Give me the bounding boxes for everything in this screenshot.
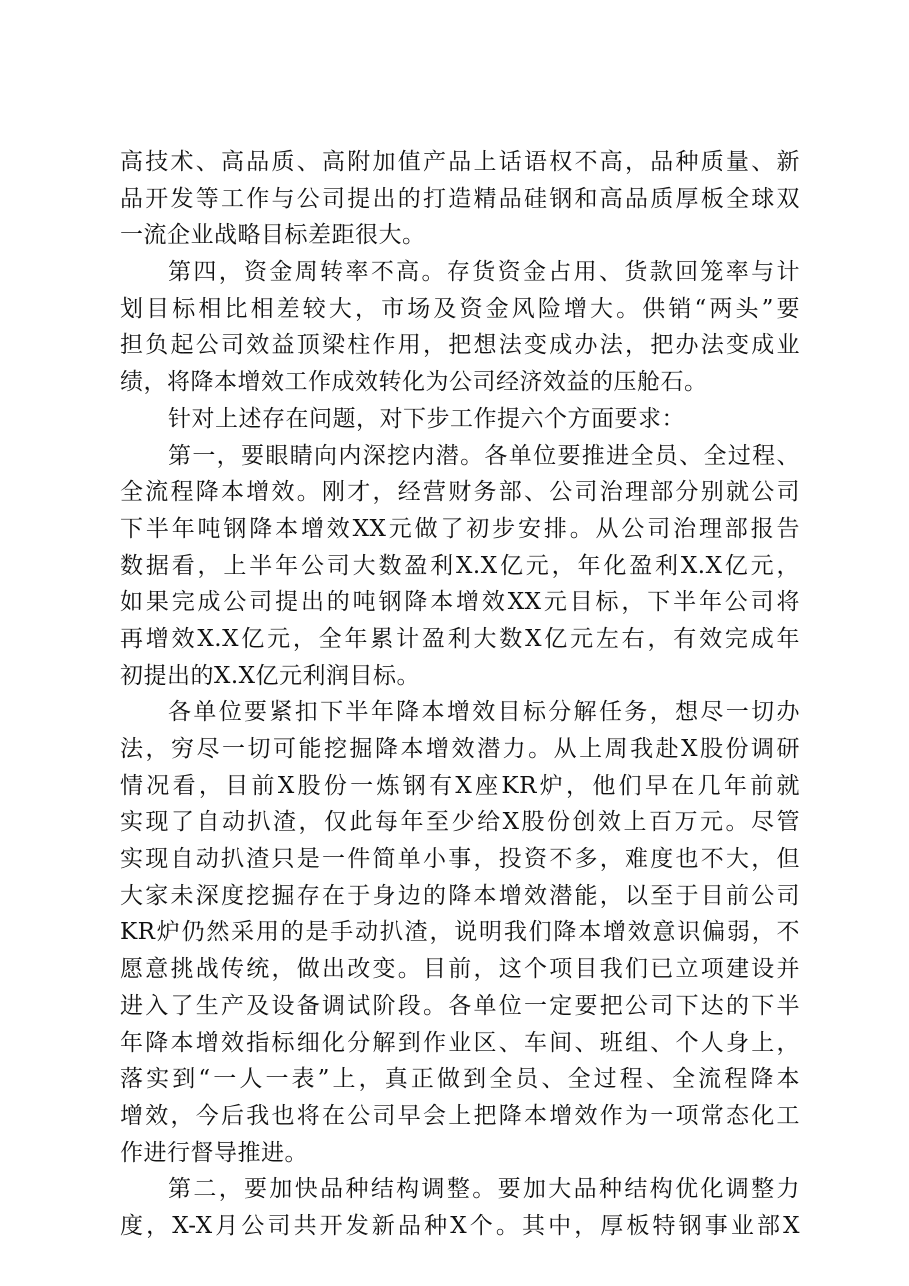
text-line: 作进行督导推进。 [120,1139,308,1166]
text-line: 绩，将降本增效工作成效转化为公司经济效益的压舱石。 [120,369,708,396]
text-line: KR炉仍然采用的是手动扒渣，说明我们降本增效意识偏弱，不 [120,919,800,946]
text-line: 划目标相比相差较大，市场及资金风险增大。供销“两头”要 [120,295,800,322]
text-line: 愿意挑战传统，做出改变。目前，这个项目我们已立项建设并 [120,956,800,983]
text-line: 各单位要紧扣下半年降本增效目标分解任务，想尽一切办 [168,699,800,726]
body-text [120,144,800,1245]
text-line: 实现自动扒渣只是一件简单小事，投资不多，难度也不大，但 [120,846,800,873]
text-line: 如果完成公司提出的吨钢降本增效XX元目标，下半年公司将 [120,589,800,616]
text-line: 针对上述存在问题，对下步工作提六个方面要求： [168,405,685,432]
text-line: 再增效X.X亿元，全年累计盈利大数X亿元左右，有效完成年 [120,625,800,652]
text-line: 全流程降本增效。刚才，经营财务部、公司治理部分别就公司 [120,479,800,506]
text-line: 实现了自动扒渣，仅此每年至少给X股份创效上百万元。尽管 [120,809,800,836]
text-line: 进入了生产及设备调试阶段。各单位一定要把公司下达的下半 [120,992,800,1019]
text-line: 一流企业战略目标差距很大。 [120,222,426,249]
text-line: 法，穷尽一切可能挖掘降本增效潜力。从上周我赴X股份调研 [120,736,800,762]
text-line: 担负起公司效益顶梁柱作用，把想法变成办法，把办法变成业 [120,332,800,359]
text-line: 落实到“一人一表”上，真正做到全员、全过程、全流程降本 [120,1066,800,1093]
text-line: 高技术、高品质、高附加值产品上话语权不高，品种质量、新 [120,149,800,175]
text-line: 情况看，目前X股份一炼钢有X座KR炉，他们早在几年前就 [120,772,800,799]
text-line: 年降本增效指标细化分解到作业区、车间、班组、个人身上， [120,1029,800,1056]
text-line: 第四，资金周转率不高。存货资金占用、货款回笼率与计 [168,259,800,286]
text-line: 初提出的X.X亿元利润目标。 [120,662,421,689]
text-line: 第一，要眼睛向内深挖内潜。各单位要推进全员、全过程、 [168,442,800,469]
text-line: 第二，要加快品种结构调整。要加大品种结构优化调整力 [168,1176,800,1203]
text-line: 品开发等工作与公司提出的打造精品硅钢和高品质厚板全球双 [120,185,800,212]
text-line: 下半年吨钢降本增效XX元做了初步安排。从公司治理部报告 [120,515,800,542]
text-line: 度，X-X月公司共开发新品种X个。其中，厚板特钢事业部X [120,1212,800,1239]
text-line: 大家未深度挖掘存在于身边的降本增效潜能，以至于目前公司 [120,882,800,909]
text-line: 数据看，上半年公司大数盈利X.X亿元，年化盈利X.X亿元， [120,552,800,579]
text-line: 增效，今后我也将在公司早会上把降本增效作为一项常态化工 [120,1102,800,1129]
